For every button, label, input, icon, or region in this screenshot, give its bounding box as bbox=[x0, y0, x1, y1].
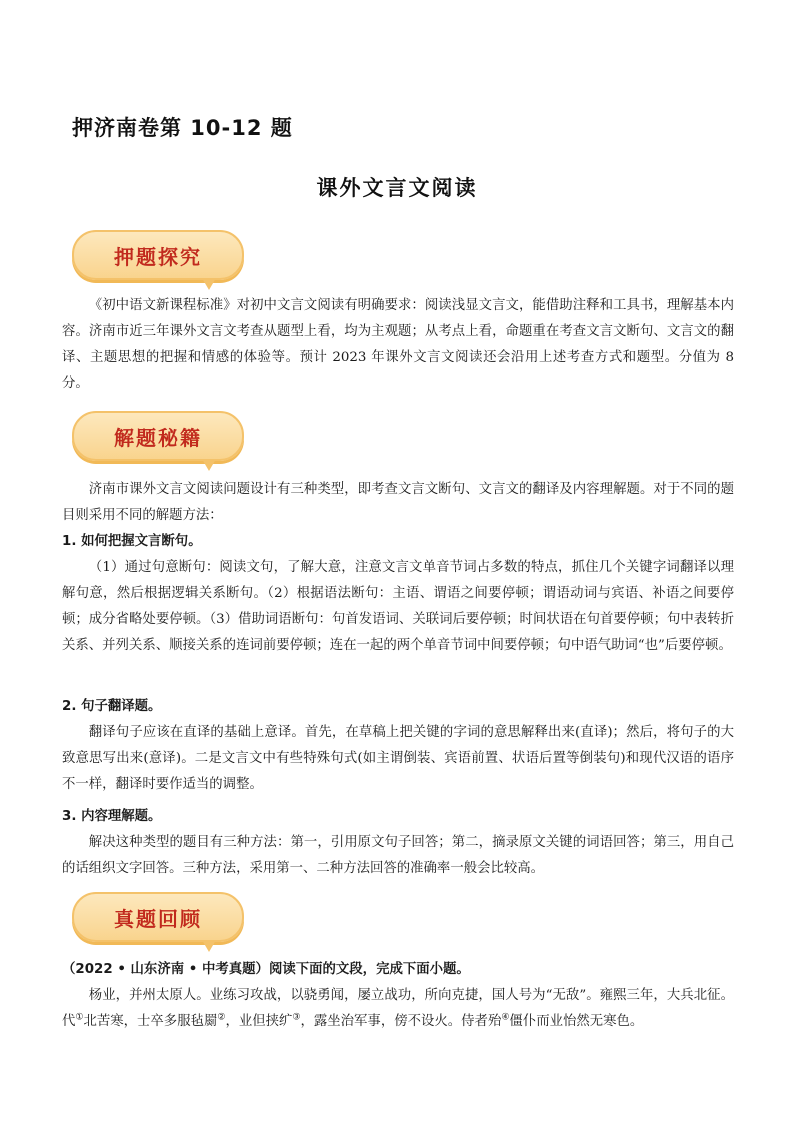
passage-segment: ，业但挟纩 bbox=[225, 1014, 293, 1029]
page-title: 课外文言文阅读 bbox=[316, 176, 478, 200]
footnote-marker: ② bbox=[217, 1012, 226, 1023]
method-paragraph-3: 解决这种类型的题目有三种方法：第一，引用原文句子回答；第二，摘录原文关键的词语回答；第三，用自己的话组织文字回答。三种方法，采用第一、二种方法回答的准确率一般会比较高。 bbox=[62, 835, 734, 876]
passage-segment: 僵仆而业怡然无寒色。 bbox=[509, 1014, 644, 1029]
badge-explore bbox=[72, 230, 244, 280]
speech-bubble-tail-icon bbox=[202, 940, 216, 952]
method-paragraph-2: 翻译句子应该在直译的基础上意译。首先，在草稿上把关键的字词的意思解释出来(直译)；然后，将句子的大致意思写出来(意译)。二是文言文中有些特殊句式(如主谓倒装、宾语前置、状语后置等倒装句)和现代汉语的语序不一样，翻译时要作适当的调整。 bbox=[62, 725, 734, 792]
passage-segment: 杨业，并州太原人。业练习攻战，以骁勇闻，屡立战功，所向克捷，国人号为“无敌”。雍熙三年，大兵北征。代 bbox=[62, 988, 734, 1029]
footnote-marker: ④ bbox=[501, 1012, 510, 1023]
passage-segment: 北苦寒，士卒多服毡罽 bbox=[83, 1014, 218, 1029]
footnote-marker: ③ bbox=[292, 1012, 301, 1023]
footnote-marker: ① bbox=[75, 1012, 84, 1023]
method-heading-2: 2. 句子翻译题。 bbox=[62, 699, 162, 714]
badge-secrets bbox=[72, 411, 244, 461]
secrets-intro: 济南市课外文言文阅读问题设计有三种类型，即考查文言文断句、文言文的翻译及内容理解题。对于不同的题目则采用不同的解题方法： bbox=[62, 482, 734, 523]
badge-explore-label: 押题探究 bbox=[114, 245, 202, 269]
method-heading-3: 3. 内容理解题。 bbox=[62, 809, 162, 824]
badge-secrets-label: 解题秘籍 bbox=[114, 426, 202, 450]
speech-bubble-tail-icon bbox=[202, 278, 216, 290]
header-title: 押济南卷第 10-12 题 bbox=[72, 116, 293, 140]
passage-text bbox=[62, 983, 734, 1035]
badge-review-label: 真题回顾 bbox=[114, 907, 202, 931]
speech-bubble-tail-icon bbox=[202, 459, 216, 471]
passage-segment: ，露坐治军事，傍不设火。侍者殆 bbox=[300, 1014, 502, 1029]
method-paragraph-1: （1）通过句意断句：阅读文句，了解大意，注意文言文单音节词占多数的特点，抓住几个关键字词翻译以理解句意，然后根据逻辑关系断句。（2）根据语法断句：主语、谓语之间要停顿；谓语动词与宾语、补语之间要停顿；成分省略处要停顿。（3）借助词语断句：句首发语词、关联词后要停顿；时间状语在句首要停顿；句中表转折关系、并列关系、顺接关系的连词前要停顿；连在一起的两个单音节词中间要停顿；句中语气助词“也”后要停顿。 bbox=[62, 560, 734, 653]
method-heading-1: 1. 如何把握文言断句。 bbox=[62, 534, 202, 549]
badge-review bbox=[72, 892, 244, 942]
explore-paragraph: 《初中语文新课程标准》对初中文言文阅读有明确要求：阅读浅显文言文，能借助注释和工具书，理解基本内容。济南市近三年课外文言文考查从题型上看，均为主观题；从考点上看，命题重在考查文言文断句、文言文的翻译、主题思想的把握和情感的体验等。预计 2023 年课外文言文阅读还会沿用上述考查方式和题型。分值为 8 分。 bbox=[62, 298, 734, 391]
question-source: （2022 • 山东济南 • 中考真题）阅读下面的文段，完成下面小题。 bbox=[62, 962, 470, 977]
